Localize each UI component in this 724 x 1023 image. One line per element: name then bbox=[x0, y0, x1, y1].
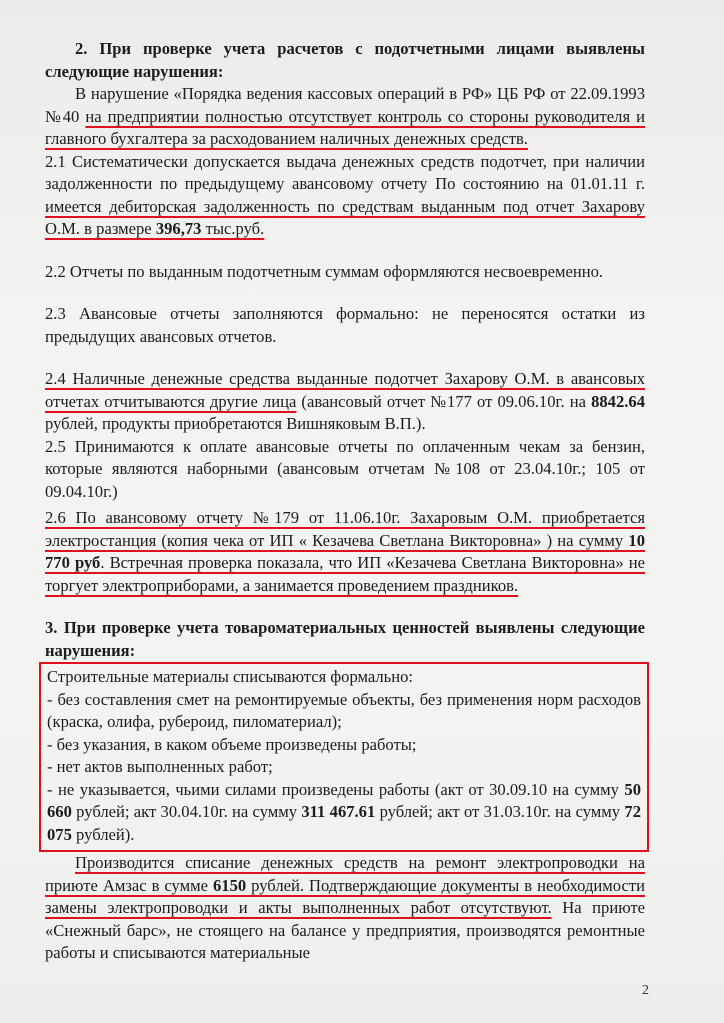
page-number: 2 bbox=[642, 983, 649, 998]
amount: 8842.64 bbox=[591, 391, 645, 411]
underlined-text: на предприятии полностью отсутствует контроль со стороны руководителя и главного бухгалтера за расходованием наличных денежных средств. bbox=[45, 106, 645, 148]
section-3-heading: 3. При проверке учета товароматериальных ценностей выявлены следующие нарушения: bbox=[45, 618, 645, 660]
paragraph-2-2: 2.2 Отчеты по выданным подотчетным суммам оформляются несвоевременно. bbox=[45, 261, 604, 281]
document-body bbox=[45, 38, 645, 965]
paragraph-2-6 bbox=[45, 507, 645, 597]
amount: 50 660 bbox=[47, 779, 641, 821]
box-item: - без составления смет на ремонтируемые объекты, без применения норм расходов (краска, олифа, рубероид, пиломатериал); bbox=[47, 689, 641, 731]
paragraph-2-3: 2.3 Авансовые отчеты заполняются формально: не переносятся остатки из предыдущих авансовых отчетов. bbox=[45, 304, 645, 346]
box-item: - не указывается, чьими силами произведены работы (акт от 30.09.10 на сумму 50 660 рублей; акт 30.04.10г. на сумму 311 467.61 рублей; акт от 31.03.10г. на сумму 72 075 рублей). bbox=[47, 779, 641, 844]
box-item: - без указания, в каком объеме произведены работы; bbox=[47, 734, 417, 754]
highlight-box bbox=[39, 662, 649, 852]
amount: 10 770 руб bbox=[45, 530, 645, 572]
amount: 72 075 bbox=[47, 802, 641, 844]
amount: 396,73 bbox=[155, 219, 202, 238]
box-item: - нет актов выполненных работ; bbox=[47, 757, 273, 776]
underlined-text: Производится списание денежных средств на ремонт электропроводки на приюте Амзас в сумме 6150 рублей. Подтверждающие документы в необходимости замены электропроводки и акты выполненных работ отсутствуют. bbox=[45, 853, 645, 917]
underlined-text: 2.6 По авансовому отчету №179 от 11.06.10г. Захаровым О.М. приобретается электростанция (копия чека от ИП « Кезачева Светлана Викторовна» ) на сумму 10 770 руб. Встречная проверка показала, что ИП «Кезачева Светлана Викторовна» не торгует электроприборами, а занимается проведением праздников. bbox=[45, 508, 645, 595]
paragraph-2-1: 2.1 Систематически допускается выдача денежных средств подотчет, при наличии задолженности по предыдущему авансовому отчету По состоянию на 01.01.11 г. имеется дебиторская задолженность по средствам выданным под отчет Захарову О.М. в размере 396,73 тыс.руб. bbox=[45, 151, 645, 238]
paragraph-repair: Производится списание денежных средств на ремонт электропроводки на приюте Амзас в сумме 6150 рублей. Подтверждающие документы в необходимости замены электропроводки и акты выполненных работ отсутствуют. На приюте «Снежный барс», не стоящего на балансе у предприятия, производятся ремонтные работы и списываются материальные bbox=[45, 853, 645, 962]
paragraph-2-4: 2.4 Наличные денежные средства выданные подотчет Захарову О.М. в авансовых отчетах отчитываются другие лица (авансовый отчет №177 от 09.06.10г. на 8842.64 рублей, продукты приобретаются Вишняковым В.П.). bbox=[45, 369, 645, 433]
amount: 6150 bbox=[212, 875, 247, 895]
amount: 311 467.61 bbox=[301, 802, 376, 821]
paragraph-2-5: 2.5 Принимаются к оплате авансовые отчеты по оплаченным чекам за бензин, которые являются наборными (авансовым отчетам №108 от 23.04.10г.; 105 от 09.04.10г.) bbox=[45, 436, 645, 501]
underlined-text: 2.4 Наличные денежные средства выданные подотчет Захарову О.М. в авансовых отчетах отчитываются другие лица bbox=[45, 369, 645, 411]
section-2-intro: В нарушение «Порядка ведения кассовых операций в РФ» ЦБ РФ от 22.09.1993 №40 на предприятии полностью отсутствует контроль со стороны руководителя и главного бухгалтера за расходованием наличных денежных средств. bbox=[45, 84, 645, 148]
box-intro: Строительные материалы списываются формально: bbox=[47, 667, 414, 686]
underlined-text: имеется дебиторская задолженность по средствам выданным под отчет Захарову О.М. в размере 396,73 тыс.руб. bbox=[45, 196, 645, 238]
section-2-heading: 2. При проверке учета расчетов с подотчетными лицами выявлены следующие нарушения: bbox=[45, 39, 645, 81]
